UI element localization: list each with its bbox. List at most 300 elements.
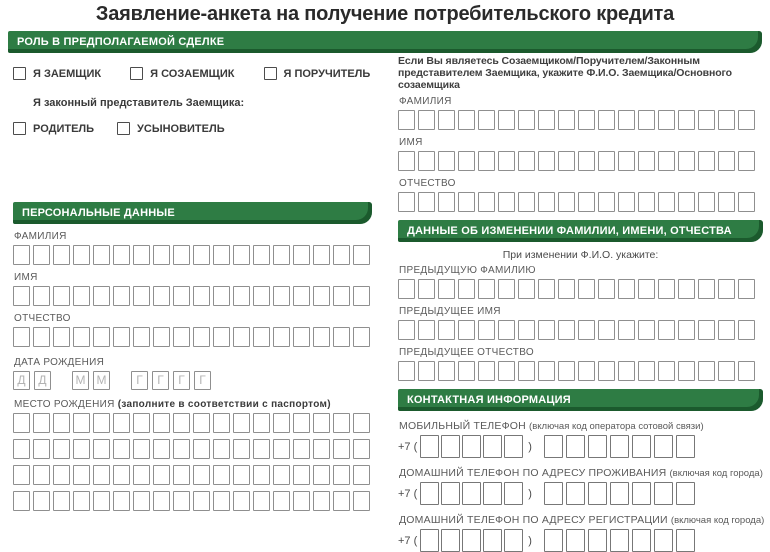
char-cell[interactable] — [333, 465, 350, 485]
char-cell[interactable] — [193, 286, 210, 306]
char-cell[interactable] — [441, 435, 460, 458]
char-cell[interactable] — [93, 491, 110, 511]
char-cell[interactable] — [418, 361, 435, 381]
char-cell[interactable] — [398, 192, 415, 212]
char-cell[interactable] — [113, 413, 130, 433]
char-cell[interactable] — [213, 465, 230, 485]
char-cell[interactable] — [253, 413, 270, 433]
char-cell[interactable] — [588, 529, 607, 552]
date-placeholder-cell[interactable]: Г — [152, 371, 169, 390]
char-cell[interactable] — [654, 529, 673, 552]
char-cell[interactable] — [420, 482, 439, 505]
char-cell[interactable] — [193, 413, 210, 433]
char-cell[interactable] — [718, 279, 735, 299]
char-cell[interactable] — [632, 529, 651, 552]
date-placeholder-cell[interactable]: Д — [13, 371, 30, 390]
char-cell[interactable] — [153, 327, 170, 347]
char-cell[interactable] — [718, 192, 735, 212]
char-cell[interactable] — [333, 413, 350, 433]
char-cell[interactable] — [353, 465, 370, 485]
phone-paren-close: ) — [528, 534, 532, 547]
birth-place-row-3 — [13, 465, 372, 485]
char-cell[interactable] — [313, 245, 330, 265]
char-cell[interactable] — [598, 110, 615, 130]
char-cell[interactable] — [273, 439, 290, 459]
char-cell[interactable] — [578, 192, 595, 212]
char-cell[interactable] — [53, 327, 70, 347]
char-cell[interactable] — [598, 279, 615, 299]
char-cell[interactable] — [632, 482, 651, 505]
char-cell[interactable] — [698, 320, 715, 340]
char-cell[interactable] — [193, 327, 210, 347]
char-cell[interactable] — [458, 279, 475, 299]
char-cell[interactable] — [658, 151, 675, 171]
char-cell[interactable] — [654, 435, 673, 458]
char-cell[interactable] — [678, 110, 695, 130]
char-cell[interactable] — [658, 110, 675, 130]
char-cell[interactable] — [718, 361, 735, 381]
char-cell[interactable] — [676, 482, 695, 505]
char-cell[interactable] — [566, 482, 585, 505]
checkbox-coborrower[interactable] — [130, 67, 143, 80]
char-cell[interactable] — [544, 529, 563, 552]
char-cell[interactable] — [133, 286, 150, 306]
char-cell[interactable] — [33, 327, 50, 347]
char-cell[interactable] — [73, 286, 90, 306]
char-cell[interactable] — [558, 151, 575, 171]
char-cell[interactable] — [293, 327, 310, 347]
char-cell[interactable] — [538, 361, 555, 381]
char-cell[interactable] — [738, 320, 755, 340]
char-cell[interactable] — [658, 320, 675, 340]
char-cell[interactable] — [313, 413, 330, 433]
char-cell[interactable] — [438, 110, 455, 130]
char-cell[interactable] — [654, 482, 673, 505]
char-cell[interactable] — [113, 491, 130, 511]
char-cell[interactable] — [498, 110, 515, 130]
char-cell[interactable] — [544, 482, 563, 505]
char-cell[interactable] — [293, 413, 310, 433]
char-cell[interactable] — [173, 439, 190, 459]
char-cell[interactable] — [578, 361, 595, 381]
char-cell[interactable] — [193, 491, 210, 511]
char-cell[interactable] — [638, 151, 655, 171]
char-cell[interactable] — [598, 151, 615, 171]
char-cell[interactable] — [73, 465, 90, 485]
char-cell[interactable] — [113, 439, 130, 459]
char-cell[interactable] — [93, 327, 110, 347]
char-cell[interactable] — [638, 320, 655, 340]
char-cell[interactable] — [53, 413, 70, 433]
char-cell[interactable] — [73, 439, 90, 459]
char-cell[interactable] — [462, 529, 481, 552]
char-cell[interactable] — [420, 435, 439, 458]
char-cell[interactable] — [566, 529, 585, 552]
char-cell[interactable] — [353, 439, 370, 459]
char-cell[interactable] — [518, 361, 535, 381]
char-cell[interactable] — [418, 110, 435, 130]
role-option-adopter[interactable] — [117, 122, 225, 135]
char-cell[interactable] — [133, 439, 150, 459]
char-cell[interactable] — [313, 286, 330, 306]
char-cell[interactable] — [333, 286, 350, 306]
char-cell[interactable] — [462, 482, 481, 505]
checkbox-parent[interactable] — [13, 122, 26, 135]
char-cell[interactable] — [33, 465, 50, 485]
char-cell[interactable] — [353, 245, 370, 265]
char-cell[interactable] — [33, 245, 50, 265]
char-cell[interactable] — [153, 439, 170, 459]
char-cell[interactable] — [273, 491, 290, 511]
char-cell[interactable] — [678, 279, 695, 299]
char-cell[interactable] — [441, 482, 460, 505]
char-cell[interactable] — [398, 320, 415, 340]
char-cell[interactable] — [13, 245, 30, 265]
char-cell[interactable] — [478, 361, 495, 381]
role-option-parent[interactable] — [13, 122, 94, 135]
char-cell[interactable] — [133, 413, 150, 433]
char-cell[interactable] — [418, 151, 435, 171]
date-placeholder-cell[interactable]: М — [72, 371, 89, 390]
char-cell[interactable] — [53, 245, 70, 265]
char-cell[interactable] — [273, 465, 290, 485]
char-cell[interactable] — [273, 413, 290, 433]
char-cell[interactable] — [273, 327, 290, 347]
char-cell[interactable] — [153, 465, 170, 485]
char-cell[interactable] — [53, 439, 70, 459]
char-cell[interactable] — [458, 192, 475, 212]
char-cell[interactable] — [566, 435, 585, 458]
char-cell[interactable] — [558, 320, 575, 340]
char-cell[interactable] — [253, 286, 270, 306]
char-cell[interactable] — [273, 286, 290, 306]
char-cell[interactable] — [698, 110, 715, 130]
char-cell[interactable] — [738, 151, 755, 171]
char-cell[interactable] — [293, 439, 310, 459]
char-cell[interactable] — [173, 286, 190, 306]
char-cell[interactable] — [658, 192, 675, 212]
char-cell[interactable] — [558, 279, 575, 299]
char-cell[interactable] — [698, 279, 715, 299]
coborrower-intro-text: Если Вы являетесь Созаемщиком/Поручителем/Законным представителем Заемщика, укажите Ф.И.О. Заемщика/Основного созаемщика — [398, 55, 732, 91]
char-cell[interactable] — [233, 327, 250, 347]
char-cell[interactable] — [93, 245, 110, 265]
char-cell[interactable] — [193, 439, 210, 459]
field-mobile-phone — [398, 420, 763, 458]
char-cell[interactable] — [618, 320, 635, 340]
char-cell[interactable] — [53, 491, 70, 511]
char-cell[interactable] — [518, 151, 535, 171]
char-cell[interactable] — [233, 245, 250, 265]
char-cell[interactable] — [578, 151, 595, 171]
date-placeholder-cell[interactable]: Г — [131, 371, 148, 390]
char-cell[interactable] — [558, 361, 575, 381]
char-cell[interactable] — [93, 413, 110, 433]
char-cell[interactable] — [333, 439, 350, 459]
char-cell[interactable] — [504, 435, 523, 458]
char-cell[interactable] — [253, 327, 270, 347]
char-cell[interactable] — [253, 465, 270, 485]
char-cell[interactable] — [438, 361, 455, 381]
char-cell[interactable] — [173, 245, 190, 265]
char-cell[interactable] — [698, 192, 715, 212]
char-cell[interactable] — [638, 361, 655, 381]
char-cell[interactable] — [213, 327, 230, 347]
char-cell[interactable] — [478, 110, 495, 130]
char-cell[interactable] — [153, 491, 170, 511]
checkbox-borrower[interactable] — [13, 67, 26, 80]
char-cell[interactable] — [678, 151, 695, 171]
char-cell[interactable] — [418, 279, 435, 299]
char-cell[interactable] — [538, 151, 555, 171]
char-cell[interactable] — [544, 435, 563, 458]
char-cell[interactable] — [504, 482, 523, 505]
char-cell[interactable] — [273, 245, 290, 265]
char-cell[interactable] — [93, 465, 110, 485]
char-cell[interactable] — [538, 110, 555, 130]
char-cell[interactable] — [738, 110, 755, 130]
char-cell[interactable] — [398, 110, 415, 130]
char-cell[interactable] — [233, 491, 250, 511]
char-cell[interactable] — [578, 110, 595, 130]
char-cell[interactable] — [458, 320, 475, 340]
char-cell[interactable] — [293, 245, 310, 265]
char-cell[interactable] — [518, 320, 535, 340]
char-cell[interactable] — [478, 279, 495, 299]
char-cell[interactable] — [313, 491, 330, 511]
date-placeholder-cell[interactable]: Г — [194, 371, 211, 390]
char-cell[interactable] — [313, 439, 330, 459]
char-cell[interactable] — [518, 279, 535, 299]
char-cell[interactable] — [93, 439, 110, 459]
char-cell[interactable] — [193, 245, 210, 265]
char-cell[interactable] — [598, 192, 615, 212]
role-option-borrower[interactable] — [13, 67, 101, 80]
char-cell[interactable] — [113, 465, 130, 485]
char-cell[interactable] — [438, 151, 455, 171]
char-cell[interactable] — [33, 286, 50, 306]
role-option-guarantor[interactable] — [264, 67, 371, 80]
char-cell[interactable] — [13, 327, 30, 347]
checkbox-guarantor[interactable] — [264, 67, 277, 80]
name-change-note: При изменении Ф.И.О. укажите: — [502, 249, 659, 262]
mobile-number-cells — [544, 435, 698, 458]
char-cell[interactable] — [293, 491, 310, 511]
home-reg-area-cells — [420, 529, 525, 552]
char-cell[interactable] — [213, 286, 230, 306]
char-cell[interactable] — [233, 439, 250, 459]
char-cell[interactable] — [478, 320, 495, 340]
char-cell[interactable] — [578, 320, 595, 340]
char-cell[interactable] — [738, 361, 755, 381]
char-cell[interactable] — [133, 465, 150, 485]
char-cell[interactable] — [618, 110, 635, 130]
home-living-area-cells — [420, 482, 525, 505]
char-cell[interactable] — [718, 151, 735, 171]
char-cell[interactable] — [33, 491, 50, 511]
char-cell[interactable] — [558, 110, 575, 130]
char-cell[interactable] — [698, 151, 715, 171]
char-cell[interactable] — [638, 192, 655, 212]
char-cell[interactable] — [153, 245, 170, 265]
char-cell[interactable] — [588, 482, 607, 505]
char-cell[interactable] — [498, 151, 515, 171]
char-cell[interactable] — [333, 327, 350, 347]
char-cell[interactable] — [213, 439, 230, 459]
char-cell[interactable] — [213, 491, 230, 511]
char-cell[interactable] — [478, 151, 495, 171]
char-cell[interactable] — [610, 529, 629, 552]
char-cell[interactable] — [558, 192, 575, 212]
char-cell[interactable] — [213, 413, 230, 433]
char-cell[interactable] — [313, 327, 330, 347]
char-cell[interactable] — [353, 413, 370, 433]
char-cell[interactable] — [498, 279, 515, 299]
char-cell[interactable] — [93, 286, 110, 306]
char-cell[interactable] — [73, 491, 90, 511]
char-cell[interactable] — [353, 491, 370, 511]
char-cell[interactable] — [253, 439, 270, 459]
char-cell[interactable] — [420, 529, 439, 552]
char-cell[interactable] — [538, 192, 555, 212]
char-cell[interactable] — [618, 151, 635, 171]
char-cell[interactable] — [33, 413, 50, 433]
char-cell[interactable] — [293, 286, 310, 306]
char-cell[interactable] — [113, 245, 130, 265]
char-cell[interactable] — [133, 245, 150, 265]
char-cell[interactable] — [598, 361, 615, 381]
char-cell[interactable] — [538, 320, 555, 340]
date-placeholder-cell[interactable]: М — [93, 371, 110, 390]
char-cell[interactable] — [438, 192, 455, 212]
char-cell[interactable] — [610, 482, 629, 505]
char-cell[interactable] — [498, 320, 515, 340]
char-cell[interactable] — [478, 192, 495, 212]
char-cell[interactable] — [233, 413, 250, 433]
field-label: ПРЕДЫДУЩЕЕ ИМЯ — [399, 306, 501, 318]
char-cell[interactable] — [458, 151, 475, 171]
char-cell[interactable] — [193, 465, 210, 485]
char-cell[interactable] — [718, 320, 735, 340]
char-cell[interactable] — [462, 435, 481, 458]
char-cell[interactable] — [504, 529, 523, 552]
char-cell[interactable] — [678, 320, 695, 340]
char-cell[interactable] — [441, 529, 460, 552]
char-cell[interactable] — [458, 361, 475, 381]
char-cell[interactable] — [73, 413, 90, 433]
char-cell[interactable] — [353, 327, 370, 347]
char-cell[interactable] — [578, 279, 595, 299]
char-cell[interactable] — [483, 482, 502, 505]
char-cell[interactable] — [113, 286, 130, 306]
char-cell[interactable] — [618, 279, 635, 299]
char-cell[interactable] — [153, 413, 170, 433]
char-cell[interactable] — [213, 245, 230, 265]
char-cell[interactable] — [173, 327, 190, 347]
char-cell[interactable] — [253, 245, 270, 265]
char-cell[interactable] — [638, 279, 655, 299]
char-cell[interactable] — [13, 439, 30, 459]
char-cell[interactable] — [418, 192, 435, 212]
char-cell[interactable] — [293, 465, 310, 485]
char-cell[interactable] — [13, 413, 30, 433]
checkbox-adopter[interactable] — [117, 122, 130, 135]
char-cell[interactable] — [153, 286, 170, 306]
char-cell[interactable] — [133, 327, 150, 347]
char-cell[interactable] — [610, 435, 629, 458]
char-cell[interactable] — [518, 110, 535, 130]
char-cell[interactable] — [518, 192, 535, 212]
char-cell[interactable] — [678, 192, 695, 212]
char-cell[interactable] — [253, 491, 270, 511]
char-cell[interactable] — [113, 327, 130, 347]
char-cell[interactable] — [658, 279, 675, 299]
char-cell[interactable] — [588, 435, 607, 458]
char-cell[interactable] — [698, 361, 715, 381]
char-cell[interactable] — [498, 192, 515, 212]
char-cell[interactable] — [133, 491, 150, 511]
char-cell[interactable] — [333, 245, 350, 265]
date-placeholder-cell[interactable]: Д — [34, 371, 51, 390]
char-cell[interactable] — [418, 320, 435, 340]
char-cell[interactable] — [483, 529, 502, 552]
char-cell[interactable] — [638, 110, 655, 130]
char-cell[interactable] — [173, 491, 190, 511]
char-cell[interactable] — [13, 491, 30, 511]
char-cell[interactable] — [483, 435, 502, 458]
char-cell[interactable] — [73, 245, 90, 265]
role-option-coborrower[interactable] — [130, 67, 234, 80]
checkbox-label: УСЫНОВИТЕЛЬ — [137, 122, 225, 135]
char-cell[interactable] — [53, 465, 70, 485]
char-cell[interactable] — [538, 279, 555, 299]
char-cell[interactable] — [438, 320, 455, 340]
char-cell[interactable] — [676, 435, 695, 458]
char-cell[interactable] — [718, 110, 735, 130]
char-cell[interactable] — [233, 465, 250, 485]
char-cell[interactable] — [738, 279, 755, 299]
char-cell[interactable] — [173, 413, 190, 433]
char-cell[interactable] — [618, 361, 635, 381]
char-cell[interactable] — [738, 192, 755, 212]
char-cell[interactable] — [398, 361, 415, 381]
char-cell[interactable] — [73, 327, 90, 347]
birth-date-cells — [13, 371, 372, 390]
char-cell[interactable] — [333, 491, 350, 511]
char-cell[interactable] — [618, 192, 635, 212]
char-cell[interactable] — [398, 279, 415, 299]
char-cell[interactable] — [678, 361, 695, 381]
char-cell[interactable] — [632, 435, 651, 458]
char-cell[interactable] — [498, 361, 515, 381]
coborrower-surname-cells — [398, 110, 763, 130]
char-cell[interactable] — [598, 320, 615, 340]
char-cell[interactable] — [353, 286, 370, 306]
char-cell[interactable] — [438, 279, 455, 299]
char-cell[interactable] — [13, 286, 30, 306]
char-cell[interactable] — [398, 151, 415, 171]
char-cell[interactable] — [13, 465, 30, 485]
char-cell[interactable] — [233, 286, 250, 306]
char-cell[interactable] — [173, 465, 190, 485]
char-cell[interactable] — [458, 110, 475, 130]
char-cell[interactable] — [676, 529, 695, 552]
char-cell[interactable] — [53, 286, 70, 306]
date-placeholder-cell[interactable]: Г — [173, 371, 190, 390]
char-cell[interactable] — [33, 439, 50, 459]
char-cell[interactable] — [658, 361, 675, 381]
char-cell[interactable] — [313, 465, 330, 485]
